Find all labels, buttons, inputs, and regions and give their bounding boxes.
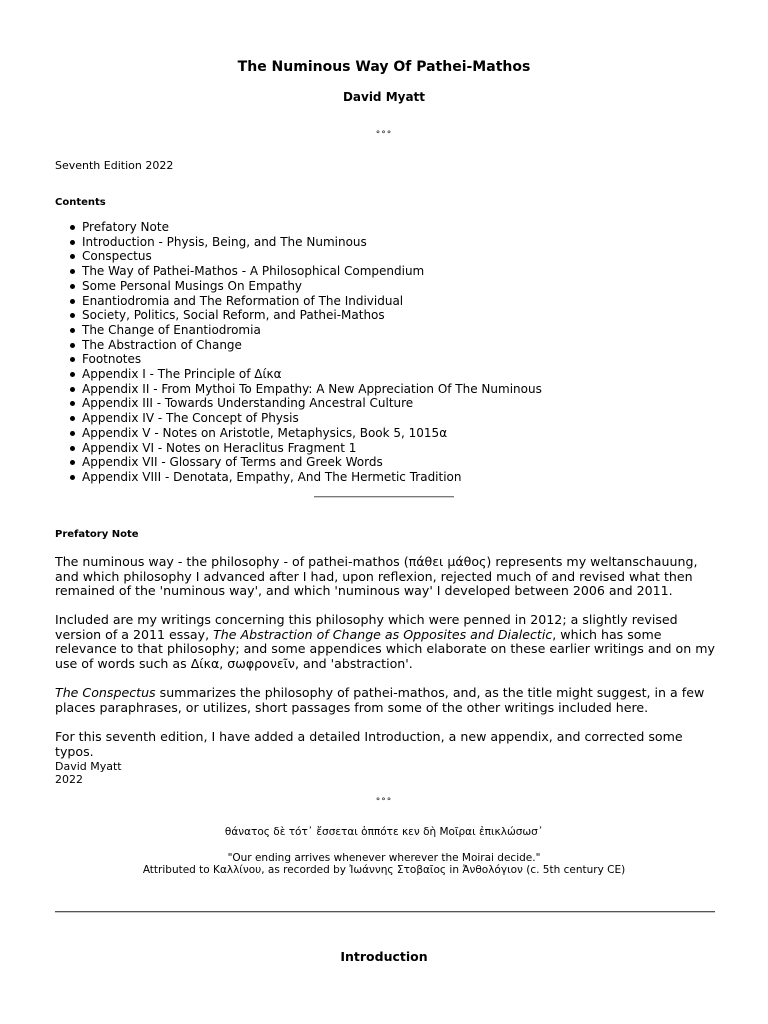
toc-item[interactable]: Appendix VI - Notes on Heraclitus Fragment 1 <box>55 441 542 456</box>
epigraph-greek: θάνατος δὲ τότ᾽ ἔσσεται ὁππότε κεν δὴ Μοῖραι ἐπικλώσωσ᾽ <box>224 826 544 838</box>
prefatory-paragraph-1: The numinous way - the philosophy - of pathei-mathos (πάθει μάθος) represents my weltanschauung, and which philosophy I advanced after I had, upon reflexion, rejected much of and revised what then remained of the 'numinous way', and which 'numinous way' I developed between 2006 and 2011. <box>55 554 698 599</box>
toc-item[interactable]: Conspectus <box>55 249 542 264</box>
toc-item[interactable]: Appendix II - From Mythoi To Empathy: A New Appreciation Of The Numinous <box>55 382 542 397</box>
paragraph-text: Included are my writings concerning this philosophy which were penned in 2012; a slightly revised version of a 2011 essay, <box>55 612 678 642</box>
signoff-year: 2022 <box>55 773 83 786</box>
essay-title: The Conspectus <box>55 685 156 700</box>
toc-item[interactable]: Enantiodromia and The Reformation of The Individual <box>55 294 542 309</box>
epigraph-attribution: Attributed to Καλλίνου, as recorded by Ἰωάννης Στοβαῖος in Ἀνθολόγιον (c. 5th century CE) <box>142 864 626 876</box>
contents-heading: Contents <box>55 197 106 208</box>
paragraph-text: summarizes the philosophy of pathei-mathos, and, as the title might suggest, in a few places paraphrases, or utilizes, short passages from some of the other writings included here. <box>55 685 705 715</box>
toc-item[interactable]: Appendix III - Towards Understanding Ancestral Culture <box>55 396 542 411</box>
prefatory-paragraph-3 <box>55 686 720 715</box>
prefatory-paragraph-4: For this seventh edition, I have added a detailed Introduction, a new appendix, and corrected some typos. <box>55 729 683 759</box>
toc-item[interactable]: Society, Politics, Social Reform, and Pathei-Mathos <box>55 308 542 323</box>
toc-item[interactable]: Some Personal Musings On Empathy <box>55 279 542 294</box>
prefatory-paragraph-2 <box>55 613 720 672</box>
toc-item[interactable]: Appendix IV - The Concept of Physis <box>55 411 542 426</box>
document-title: The Numinous Way Of Pathei-Mathos <box>237 59 531 75</box>
introduction-heading: Introduction <box>340 949 428 964</box>
toc-item[interactable]: Appendix VII - Glossary of Terms and Greek Words <box>55 455 542 470</box>
toc-item[interactable]: Appendix I - The Principle of Δίκα <box>55 367 542 382</box>
toc-item[interactable]: Appendix VIII - Denotata, Empathy, And The Hermetic Tradition <box>55 470 542 485</box>
contents-divider <box>314 496 454 498</box>
epigraph-separator: °°° <box>375 797 393 807</box>
toc-item[interactable]: Introduction - Physis, Being, and The Numinous <box>55 235 542 250</box>
paragraph-text: , which has some relevance to that philosophy; and some appendices which elaborate on these earlier writings and on my use of words such as Δίκα, σωφρονεῖν, and 'abstraction'. <box>55 626 715 672</box>
toc-item[interactable]: Appendix V - Notes on Aristotle, Metaphysics, Book 5, 1015α <box>55 426 542 441</box>
toc-item[interactable]: The Change of Enantiodromia <box>55 323 542 338</box>
document-author: David Myatt <box>342 90 426 104</box>
toc-item[interactable]: The Abstraction of Change <box>55 338 542 353</box>
section-divider <box>55 911 715 913</box>
toc-item[interactable]: Prefatory Note <box>55 220 542 235</box>
signoff-name: David Myatt <box>55 760 122 773</box>
epigraph-translation: "Our ending arrives whenever wherever the Moirai decide." <box>227 852 541 864</box>
edition-label: Seventh Edition 2022 <box>55 159 174 172</box>
table-of-contents <box>55 220 542 485</box>
toc-item[interactable]: The Way of Pathei-Mathos - A Philosophical Compendium <box>55 264 542 279</box>
essay-title: The Abstraction of Change as Opposites and Dialectic <box>213 626 553 642</box>
prefatory-heading: Prefatory Note <box>55 529 139 540</box>
section-separator: °°° <box>375 130 393 140</box>
toc-item[interactable]: Footnotes <box>55 352 542 367</box>
signoff <box>55 760 122 786</box>
